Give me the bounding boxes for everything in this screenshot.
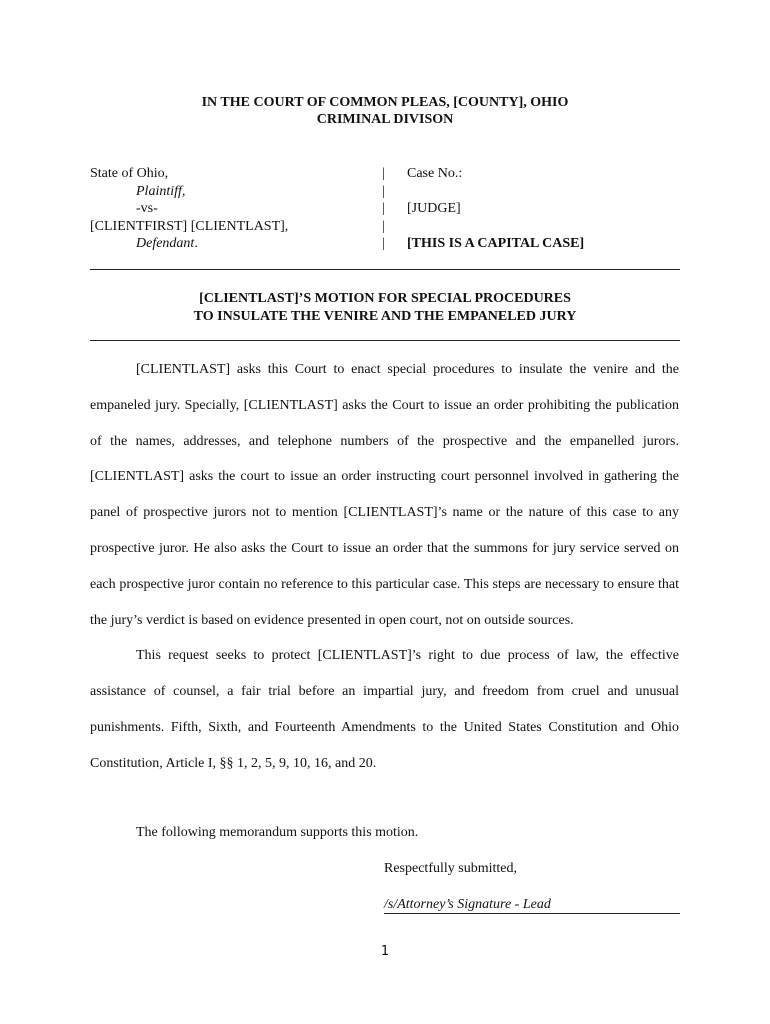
motion-title [90,290,680,326]
caption-case-info [407,165,687,253]
signature-closing: Respectfully submitted, [384,861,517,876]
defendant-period: . [194,236,198,252]
separator-5: | [382,236,385,252]
caption-spacer [407,183,687,201]
court-header [90,94,680,128]
caption-separator [382,165,392,253]
defendant-label-line [90,235,380,253]
separator-1: | [382,166,385,181]
case-number-label: Case No.: [407,166,463,181]
separator-4: | [382,218,385,234]
separator-2: | [382,183,385,199]
body-paragraph-1: [CLIENTLAST] asks this Court to enact special procedures to insulate the venire and the empaneled jury. Specially, [CLIENTLAST] asks the Court to issue an order prohibiting the publication of the names, addresses, and telephone numbers of the prospective and the empanelled jurors. [CLIENTLAST] asks the court to issue an order instructing court personnel involved in gathering the panel of prospective jurors not to mention [CLIENTLAST]’s name or the nature of this case to any prospective juror. He also asks the Court to issue an order that the summons for jury service served on each prospective juror contain no reference to this particular case. This steps are necessary to ensure that the jury’s verdict is based on evidence presented in open court, not on outside sources. [90,362,679,628]
defendant-label: Defendant [136,236,195,252]
plaintiff-label: Plaintiff, [136,183,186,199]
motion-title-line-1: [CLIENTLAST]’S MOTION FOR SPECIAL PROCEDURES [199,291,571,306]
judge-name: [JUDGE] [407,201,461,217]
capital-case-notice: [THIS IS A CAPITAL CASE] [407,236,585,252]
body-paragraph-3: The following memorandum supports this motion. [136,825,419,840]
signature-line: /s/Attorney’s Signature - Lead [384,897,680,914]
separator-3: | [382,201,385,217]
page-number: 1 [380,944,390,959]
caption-parties [90,165,380,253]
body-paragraph-2: This request seeks to protect [CLIENTLAST]’s right to due process of law, the effective assistance of counsel, a fair trial before an impartial jury, and freedom from cruel and unusual punishments. Fifth, Sixth, and Fourteenth Amendments to the United States Constitution and Ohio Constitution, Article I, §§ 1, 2, 5, 9, 10, 16, and 20. [90,648,679,771]
motion-body [90,352,679,782]
caption-spacer [407,218,687,236]
court-name: IN THE COURT OF COMMON PLEAS, [COUNTY], OHIO [201,95,569,110]
caption-divider-top [90,269,680,270]
title-divider-bottom [90,340,680,341]
plaintiff-name: State of Ohio, [90,166,169,181]
court-division: CRIMINAL DIVISON [316,112,454,127]
motion-title-line-2: TO INSULATE THE VENIRE AND THE EMPANELED JURY [193,309,577,324]
versus-label: -vs- [136,201,158,217]
defendant-name: [CLIENTFIRST] [CLIENTLAST], [90,218,289,234]
